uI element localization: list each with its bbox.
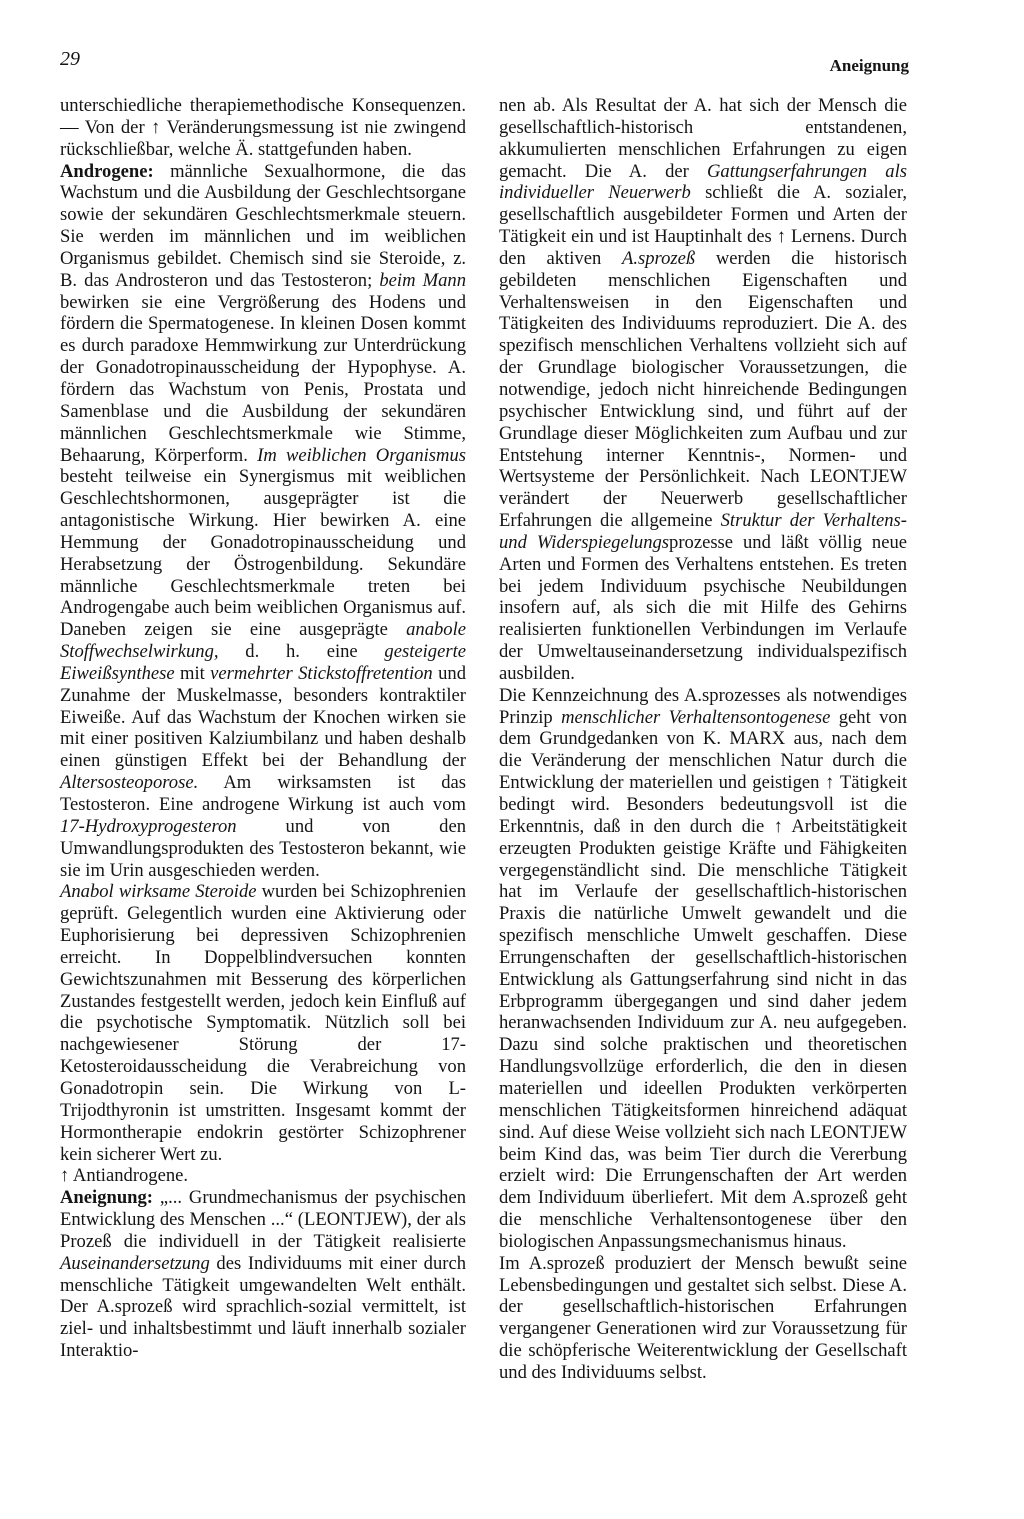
text: Die Kennzeichnung des A.sprozesses als notwendiges Prinzip: [499, 684, 907, 728]
paragraph-kennzeichnung: [499, 685, 907, 1253]
page-number: 29: [60, 48, 80, 70]
right-column: [499, 95, 907, 1384]
text: männliche Sexualhormone, die das Wachstum und die Ausbildung der Geschlechtsorgane sowie der sekundären Geschlechtsmerkmale steuern. Sie werden im männlichen und im weiblichen Organismus gebildet. Chemisch sind sie Steroide, z. B. das Androsteron und das Testosteron;: [60, 160, 466, 291]
text: bewirken sie eine Vergrößerung des Hodens und fördern die Spermatogenese. In kleinen Dosen kommt es durch paradoxe Hemmwirkung zur Unterdrückung der Gonadotropinausscheidung der Hypophyse. A. fördern das Wachstum von Penis, Prostata und Samenblase und die Ausbildung der sekundären männlichen Geschlechtsmerkmale wie Stimme, Behaarung, Körperform.: [60, 291, 466, 466]
italic-text: 17-Hydroxyprogesteron: [60, 815, 237, 837]
text: nen ab. Als Resultat der A. hat sich der Mensch die gesellschaftlich-historisch entstandenen, akkumulierten menschlichen Erfahrungen zu eigen gemacht. Die A. der: [499, 95, 907, 182]
entry-aneignung: [60, 1187, 466, 1362]
text: des Individuums mit einer durch menschliche Tätigkeit umgewandelten Welt enthält. Der A.sprozeß wird sprachlich-sozial vermittelt, ist ziel- und inhaltsbestimmt und läuft innerhalb sozialer Interaktio-: [60, 1252, 466, 1362]
text: werden die historisch gebildeten menschlichen Eigenschaften und Verhaltensweisen in den Eigenschaften und Tätigkeiten des Individuums reproduziert. Die A. des spezifisch menschlichen Verhaltens vollzieht sich auf der Grundlage biologischer Voraussetzungen, die notwendige, jedoch nicht hinreichende Bedingungen psychischer Entwicklung sind, und führt auf der Grundlage dieser Möglichkeiten zum Aufbau und zur Entstehung interner Kenntnis-, Normen- und Wertsysteme der Persönlichkeit. Nach LEONTJEW verändert der Neuerwerb gesellschaftlicher Erfahrungen die allgemeine: [499, 247, 908, 532]
paragraph-continuation: unterschiedliche therapiemethodische Konsequenzen. — Von der ↑ Veränderungsmessung ist nie zwingend rückschließbar, welche Ä. stattgefunden haben.: [60, 95, 466, 160]
text: wurden bei Schizophrenien geprüft. Gelegentlich wurden eine Aktivierung oder Euphorisierung bei depressiven Schizophrenien erreicht. In Doppelblindversuchen konnten Gewichtszunahmen mit Besserung des körperlichen Zustandes festgestellt werden, jedoch kein Einfluß auf die psychotische Symptomatik. Nützlich soll bei nachgewiesener Störung der 17-Ketosteroidausscheidung die Verabreichung von Gonadotropin sein. Die Wirkung von L-Trijodthyronin ist umstritten. Insgesamt kommt der Hormontherapie endokrin gestörter Schizophrener kein sicherer Wert zu.: [60, 881, 466, 1165]
paragraph-final: Im A.sprozeß produziert der Mensch bewußt seine Lebensbedingungen und gestaltet sich selbst. Diese A. der gesellschaftlich-historischen Erfahrungen vergangener Generationen wird zur Voraussetzung für die schöpferische Weiterentwicklung der Gesellschaft und des Individuums selbst.: [499, 1252, 907, 1383]
text: geht von dem Grundgedanken von K. MARX aus, nach dem die Veränderung der menschlichen Natur durch die Entwicklung der materiellen und geistigen ↑ Tätigkeit bedingt wird. Besonders bedeutungsvoll ist die Erkenntnis, daß in den durch die ↑ Arbeitstätigkeit erzeugten Produkten geistige Kräfte und Fähigkeiten vergegenständlicht sind. Die menschliche Tätigkeit hat im Verlaufe der gesellschaftlich-historischen Praxis die natürliche Umwelt gewandelt und die spezifisch menschliche Umwelt geschaffen. Diese Errungenschaften der gesellschaftlich-historischen Entwicklung als Gattungserfahrung sind nicht in das Erbprogramm übergegangen und sind daher jedem heranwachsenden Individuum zur A. neu aufgegeben. Dazu sind solche praktischen und theoretischen Handlungsvollzüge erforderlich, die den in diesen materiellen und ideellen Produkten verkörperten menschlichen Tätigkeitsformen hinreichend adäquat sind. Auf diese Weise vollzieht sich nach LEONTJEW beim Kind das, was beim Tier durch die Vererbung erzielt wird: Die Errungenschaften der Art werden dem Individuum überliefert. Mit dem A.sprozeß geht die menschliche Verhaltensontogenese über den biologischen Anpassungsmechanismus hinaus.: [499, 706, 907, 1252]
running-head: Aneignung: [829, 56, 909, 75]
paragraph-continuation: [499, 95, 907, 685]
entry-term: Aneignung:: [60, 1187, 153, 1209]
italic-text: vermehrter Stickstoffretention: [210, 662, 433, 684]
italic-text: Struktur der Verhaltens- und Widerspiegelungs: [499, 510, 907, 553]
text: und Zunahme der Muskelmasse, besonders kontraktiler Eiweiße. Auf das Wachstum der Knochen wirken sie mit einer positiven Kalziumbilanz und haben deshalb einen günstigen Effekt bei der Behandlung der: [60, 662, 466, 772]
text: prozesse und läßt völlig neue Arten und Formen des Verhaltens entstehen. Es treten bei jedem Individuum psychische Neubildungen insofern auf, als sich die mit Hilfe des Gehirns realisierten funktionellen Verbindungen im Verlaufe der Umweltauseinandersetzung individualspezifisch ausbilden.: [499, 531, 908, 684]
italic-text: A.sprozeß: [621, 247, 696, 269]
text: d. h. eine: [218, 641, 385, 663]
italic-text: Altersosteoporose.: [60, 772, 199, 794]
italic-text: gesteigerte Eiweißsynthese: [60, 641, 466, 684]
text: „... Grundmechanismus der psychischen Entwicklung des Menschen ...“ (LEONTJEW), der als Prozeß die individuell in der Tätigkeit realisierte: [60, 1187, 466, 1252]
italic-text: beim Mann: [379, 269, 467, 291]
text: Am wirksamsten ist das Testosteron. Eine androgene Wirkung ist auch vom: [60, 772, 466, 815]
text: schließt die A. sozialer, gesellschaftlich ausgebildeter Formen und Arten der Tätigkeit ein und ist Hauptinhalt des ↑ Lernens. Durch den aktiven: [499, 182, 907, 269]
italic-text: anabole Stoffwechselwirkung,: [60, 619, 466, 663]
italic-text: Auseinandersetzung: [60, 1252, 210, 1274]
text: und von den Umwandlungsprodukten des Testosteron bekannt, wie sie im Urin ausgeschieden werden.: [60, 815, 466, 881]
italic-text: Gattungserfahrungen als individueller Neuerwerb: [499, 160, 907, 204]
cross-reference: ↑ Antiandrogene.: [60, 1165, 189, 1187]
text: mit: [174, 662, 211, 684]
entry-androgene: [60, 161, 466, 882]
left-column: [60, 95, 466, 1362]
italic-text: Im weiblichen Organismus: [257, 444, 466, 466]
text: besteht teilweise ein Synergismus mit weiblichen Geschlechtshormonen, ausgeprägter ist die antagonistische Wirkung. Hier bewirken A. eine Hemmung der Gonadotropinausscheidung und Herabsetzung der Östrogenbildung. Sekundäre männliche Geschlechtsmerkmale treten bei Androgengabe auch beim weiblichen Organismus auf. Daneben zeigen sie eine ausgeprägte: [60, 466, 466, 641]
italic-text: Anabol wirksame Steroide: [60, 881, 257, 903]
entry-term: Androgene:: [60, 160, 154, 182]
paragraph-anabol: [60, 881, 466, 1165]
italic-text: menschlicher Verhaltensontogenese: [561, 706, 831, 728]
